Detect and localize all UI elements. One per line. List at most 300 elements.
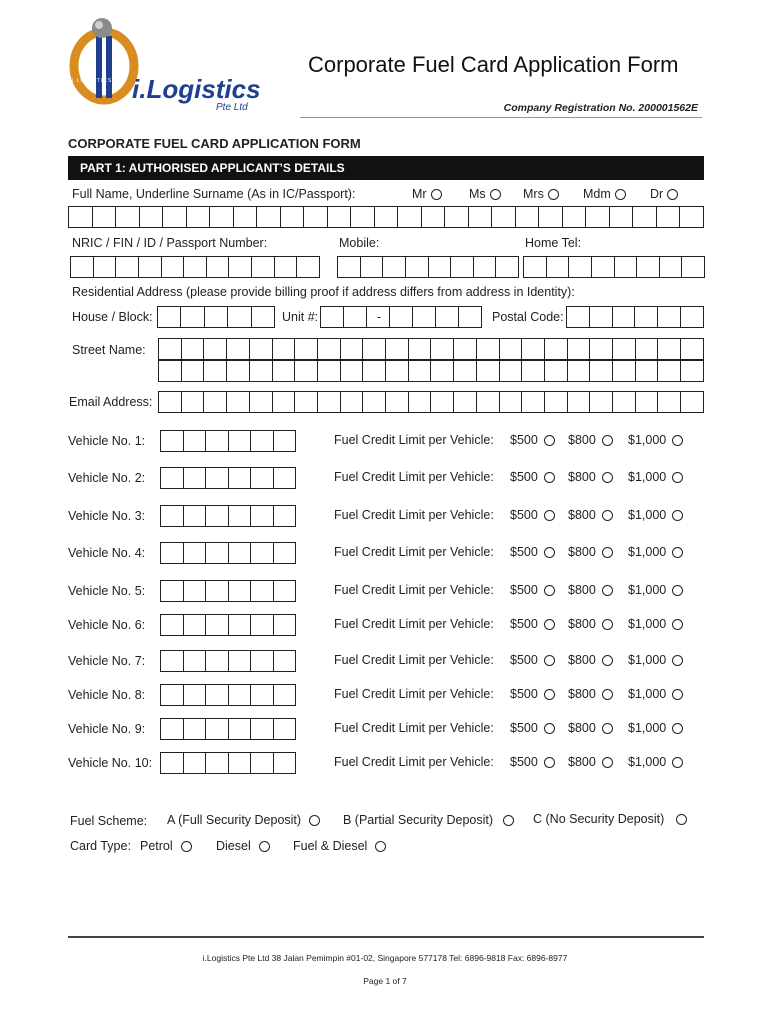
char-cell[interactable] <box>229 685 252 705</box>
char-cell[interactable] <box>590 339 613 359</box>
char-cell[interactable] <box>250 339 273 359</box>
radio-icon[interactable] <box>602 585 613 596</box>
char-cell[interactable] <box>636 339 659 359</box>
limit-option-500[interactable] <box>510 687 555 701</box>
radio-icon[interactable] <box>672 472 683 483</box>
char-cell[interactable] <box>158 307 181 327</box>
char-cell[interactable] <box>161 506 184 526</box>
char-cell[interactable] <box>184 753 207 773</box>
radio-icon[interactable] <box>544 472 555 483</box>
radio-icon[interactable] <box>672 585 683 596</box>
limit-option-800[interactable] <box>568 545 613 559</box>
char-cell[interactable] <box>228 307 251 327</box>
limit-option-500[interactable] <box>510 721 555 735</box>
char-cell[interactable] <box>636 361 659 381</box>
char-cell[interactable] <box>451 257 474 277</box>
email-input[interactable] <box>158 391 704 413</box>
radio-icon[interactable] <box>602 510 613 521</box>
char-cell[interactable] <box>229 431 252 451</box>
char-cell[interactable] <box>93 207 117 227</box>
char-cell[interactable] <box>386 392 409 412</box>
char-cell[interactable] <box>524 257 547 277</box>
radio-icon[interactable] <box>672 689 683 700</box>
mobile-input[interactable] <box>337 256 519 278</box>
char-cell[interactable] <box>184 719 207 739</box>
char-cell[interactable] <box>227 361 250 381</box>
limit-option-1000[interactable] <box>628 617 683 631</box>
char-cell[interactable] <box>545 361 568 381</box>
radio-icon[interactable] <box>544 619 555 630</box>
card-type-option-petrol[interactable] <box>140 839 192 853</box>
radio-icon[interactable] <box>544 757 555 768</box>
char-cell[interactable] <box>680 207 703 227</box>
char-cell[interactable] <box>159 361 182 381</box>
char-cell[interactable] <box>251 431 274 451</box>
char-cell[interactable] <box>229 543 252 563</box>
char-cell[interactable] <box>431 392 454 412</box>
char-cell[interactable] <box>516 207 540 227</box>
char-cell[interactable] <box>274 581 296 601</box>
char-cell[interactable] <box>159 392 182 412</box>
char-cell[interactable] <box>338 257 361 277</box>
radio-icon[interactable] <box>672 655 683 666</box>
char-cell[interactable] <box>496 257 518 277</box>
char-cell[interactable] <box>251 468 274 488</box>
char-cell[interactable] <box>344 307 367 327</box>
char-cell[interactable] <box>386 361 409 381</box>
char-cell[interactable] <box>409 361 432 381</box>
char-cell[interactable] <box>161 581 184 601</box>
char-cell[interactable] <box>184 615 207 635</box>
limit-option-500[interactable] <box>510 617 555 631</box>
vehicle-number-input[interactable] <box>160 752 296 774</box>
char-cell[interactable] <box>409 339 432 359</box>
full-name-input[interactable] <box>68 206 704 228</box>
limit-option-800[interactable] <box>568 470 613 484</box>
title-option-ms[interactable] <box>469 187 501 201</box>
char-cell[interactable] <box>206 581 229 601</box>
char-cell[interactable] <box>635 307 658 327</box>
char-cell[interactable] <box>206 615 229 635</box>
limit-option-800[interactable] <box>568 617 613 631</box>
char-cell[interactable] <box>161 543 184 563</box>
char-cell[interactable] <box>163 207 187 227</box>
title-option-mrs[interactable] <box>523 187 559 201</box>
char-cell[interactable] <box>229 468 252 488</box>
char-cell[interactable] <box>295 361 318 381</box>
char-cell[interactable] <box>409 392 432 412</box>
radio-icon[interactable] <box>544 689 555 700</box>
vehicle-number-input[interactable] <box>160 650 296 672</box>
char-cell[interactable] <box>304 207 328 227</box>
char-cell[interactable] <box>251 685 274 705</box>
char-cell[interactable] <box>459 307 481 327</box>
radio-icon[interactable] <box>548 189 559 200</box>
char-cell[interactable] <box>613 339 636 359</box>
char-cell[interactable] <box>351 207 375 227</box>
char-cell[interactable] <box>422 207 446 227</box>
limit-option-1000[interactable] <box>628 755 683 769</box>
char-cell[interactable] <box>636 392 659 412</box>
char-cell[interactable] <box>184 651 207 671</box>
char-cell[interactable] <box>273 361 296 381</box>
limit-option-800[interactable] <box>568 755 613 769</box>
char-cell[interactable] <box>206 753 229 773</box>
char-cell[interactable] <box>206 506 229 526</box>
card-type-option-diesel[interactable] <box>216 839 270 853</box>
char-cell[interactable] <box>681 307 703 327</box>
char-cell[interactable] <box>206 543 229 563</box>
char-cell[interactable] <box>590 361 613 381</box>
char-cell[interactable] <box>406 257 429 277</box>
char-cell[interactable] <box>681 339 703 359</box>
limit-option-1000[interactable] <box>628 653 683 667</box>
limit-option-1000[interactable] <box>628 545 683 559</box>
char-cell[interactable] <box>295 339 318 359</box>
char-cell[interactable] <box>184 468 207 488</box>
char-cell[interactable] <box>658 339 681 359</box>
char-cell[interactable] <box>522 339 545 359</box>
street-name-input-line1[interactable] <box>158 338 704 360</box>
char-cell[interactable] <box>547 257 570 277</box>
char-cell[interactable] <box>275 257 298 277</box>
radio-icon[interactable] <box>544 655 555 666</box>
char-cell[interactable] <box>205 307 228 327</box>
char-cell[interactable] <box>184 431 207 451</box>
char-cell[interactable] <box>431 339 454 359</box>
radio-icon[interactable] <box>672 510 683 521</box>
vehicle-number-input[interactable] <box>160 684 296 706</box>
char-cell[interactable] <box>383 257 406 277</box>
char-cell[interactable] <box>610 207 634 227</box>
vehicle-number-input[interactable] <box>160 580 296 602</box>
char-cell[interactable] <box>454 361 477 381</box>
radio-icon[interactable] <box>672 757 683 768</box>
char-cell[interactable] <box>184 543 207 563</box>
char-cell[interactable] <box>229 651 252 671</box>
radio-icon[interactable] <box>259 841 270 852</box>
char-cell[interactable] <box>210 207 234 227</box>
char-cell[interactable] <box>568 361 591 381</box>
fuel-scheme-option-c[interactable] <box>533 812 687 826</box>
char-cell[interactable] <box>162 257 185 277</box>
street-name-input-line2[interactable] <box>158 360 704 382</box>
char-cell[interactable] <box>227 392 250 412</box>
char-cell[interactable] <box>545 392 568 412</box>
char-cell[interactable] <box>250 392 273 412</box>
radio-icon[interactable] <box>602 547 613 558</box>
char-cell[interactable] <box>390 307 413 327</box>
char-cell[interactable] <box>251 543 274 563</box>
char-cell[interactable] <box>161 468 184 488</box>
char-cell[interactable] <box>251 651 274 671</box>
char-cell[interactable] <box>341 361 364 381</box>
radio-icon[interactable] <box>309 815 320 826</box>
char-cell[interactable] <box>229 615 252 635</box>
char-cell[interactable] <box>229 506 252 526</box>
radio-icon[interactable] <box>602 655 613 666</box>
char-cell[interactable] <box>274 506 296 526</box>
limit-option-500[interactable] <box>510 755 555 769</box>
char-cell[interactable] <box>161 431 184 451</box>
limit-option-1000[interactable] <box>628 433 683 447</box>
radio-icon[interactable] <box>672 435 683 446</box>
radio-icon[interactable] <box>602 619 613 630</box>
char-cell[interactable] <box>375 207 399 227</box>
char-cell[interactable] <box>204 392 227 412</box>
char-cell[interactable] <box>613 361 636 381</box>
char-cell[interactable] <box>492 207 516 227</box>
char-cell[interactable] <box>274 431 296 451</box>
char-cell[interactable] <box>522 392 545 412</box>
radio-icon[interactable] <box>602 689 613 700</box>
char-cell[interactable] <box>500 361 523 381</box>
char-cell[interactable] <box>206 468 229 488</box>
vehicle-number-input[interactable] <box>160 430 296 452</box>
vehicle-number-input[interactable] <box>160 718 296 740</box>
radio-icon[interactable] <box>676 814 687 825</box>
char-cell[interactable] <box>454 339 477 359</box>
char-cell[interactable] <box>474 257 497 277</box>
limit-option-500[interactable] <box>510 508 555 522</box>
radio-icon[interactable] <box>667 189 678 200</box>
char-cell[interactable] <box>318 392 341 412</box>
char-cell[interactable] <box>398 207 422 227</box>
limit-option-1000[interactable] <box>628 583 683 597</box>
char-cell[interactable] <box>318 339 341 359</box>
char-cell[interactable] <box>660 257 683 277</box>
title-option-mdm[interactable] <box>583 187 626 201</box>
char-cell[interactable] <box>657 207 681 227</box>
char-cell[interactable] <box>454 392 477 412</box>
char-cell[interactable] <box>273 392 296 412</box>
char-cell[interactable] <box>227 339 250 359</box>
char-cell[interactable] <box>590 307 613 327</box>
radio-icon[interactable] <box>615 189 626 200</box>
radio-icon[interactable] <box>544 510 555 521</box>
char-cell[interactable] <box>563 207 587 227</box>
char-cell[interactable] <box>682 257 704 277</box>
char-cell[interactable] <box>250 361 273 381</box>
limit-option-500[interactable] <box>510 470 555 484</box>
char-cell[interactable] <box>500 392 523 412</box>
char-cell[interactable] <box>274 543 296 563</box>
char-cell[interactable] <box>613 392 636 412</box>
char-cell[interactable] <box>363 361 386 381</box>
char-cell[interactable] <box>207 257 230 277</box>
char-cell[interactable] <box>71 257 94 277</box>
char-cell[interactable] <box>184 257 207 277</box>
char-cell[interactable] <box>251 719 274 739</box>
char-cell[interactable] <box>229 719 252 739</box>
limit-option-800[interactable] <box>568 508 613 522</box>
char-cell[interactable] <box>274 615 296 635</box>
char-cell[interactable] <box>477 361 500 381</box>
char-cell[interactable] <box>161 685 184 705</box>
char-cell[interactable] <box>637 257 660 277</box>
char-cell[interactable] <box>545 339 568 359</box>
char-cell[interactable] <box>184 685 207 705</box>
char-cell[interactable] <box>281 207 305 227</box>
radio-icon[interactable] <box>544 435 555 446</box>
char-cell[interactable] <box>206 431 229 451</box>
char-cell[interactable] <box>184 581 207 601</box>
vehicle-number-input[interactable] <box>160 614 296 636</box>
char-cell[interactable] <box>161 719 184 739</box>
char-cell[interactable] <box>658 361 681 381</box>
house-block-input[interactable] <box>157 306 275 328</box>
char-cell[interactable] <box>140 207 164 227</box>
limit-option-800[interactable] <box>568 687 613 701</box>
char-cell[interactable] <box>539 207 563 227</box>
limit-option-1000[interactable] <box>628 508 683 522</box>
limit-option-1000[interactable] <box>628 470 683 484</box>
char-cell[interactable] <box>204 339 227 359</box>
radio-icon[interactable] <box>672 619 683 630</box>
char-cell[interactable] <box>590 392 613 412</box>
char-cell[interactable] <box>257 207 281 227</box>
char-cell[interactable] <box>206 685 229 705</box>
vehicle-number-input[interactable] <box>160 505 296 527</box>
title-option-mr[interactable] <box>412 187 442 201</box>
char-cell[interactable] <box>229 753 252 773</box>
vehicle-number-input[interactable] <box>160 542 296 564</box>
char-cell[interactable] <box>341 339 364 359</box>
char-cell[interactable] <box>586 207 610 227</box>
card-type-option-fuel-diesel[interactable] <box>293 839 386 853</box>
vehicle-number-input[interactable] <box>160 467 296 489</box>
radio-icon[interactable] <box>602 435 613 446</box>
radio-icon[interactable] <box>181 841 192 852</box>
char-cell[interactable] <box>274 468 296 488</box>
char-cell[interactable] <box>615 257 638 277</box>
char-cell[interactable] <box>567 307 590 327</box>
limit-option-1000[interactable] <box>628 721 683 735</box>
limit-option-500[interactable] <box>510 433 555 447</box>
char-cell[interactable] <box>206 651 229 671</box>
char-cell[interactable] <box>363 339 386 359</box>
char-cell[interactable] <box>568 392 591 412</box>
char-cell[interactable] <box>251 753 274 773</box>
radio-icon[interactable] <box>672 723 683 734</box>
limit-option-800[interactable] <box>568 721 613 735</box>
limit-option-500[interactable] <box>510 653 555 667</box>
char-cell[interactable] <box>321 307 344 327</box>
char-cell[interactable] <box>182 392 205 412</box>
char-cell[interactable] <box>413 307 436 327</box>
char-cell[interactable] <box>445 207 469 227</box>
char-cell[interactable] <box>187 207 211 227</box>
nric-input[interactable] <box>70 256 320 278</box>
limit-option-800[interactable] <box>568 653 613 667</box>
radio-icon[interactable] <box>602 723 613 734</box>
radio-icon[interactable] <box>544 585 555 596</box>
char-cell[interactable] <box>273 339 296 359</box>
char-cell[interactable] <box>295 392 318 412</box>
char-cell[interactable] <box>116 207 140 227</box>
char-cell[interactable] <box>206 719 229 739</box>
radio-icon[interactable] <box>375 841 386 852</box>
limit-option-1000[interactable] <box>628 687 683 701</box>
fuel-scheme-option-a[interactable] <box>167 813 320 827</box>
limit-option-800[interactable] <box>568 583 613 597</box>
char-cell[interactable] <box>386 339 409 359</box>
char-cell[interactable] <box>500 339 523 359</box>
char-cell[interactable] <box>161 753 184 773</box>
char-cell[interactable] <box>522 361 545 381</box>
radio-icon[interactable] <box>490 189 501 200</box>
char-cell[interactable] <box>633 207 657 227</box>
home-tel-input[interactable] <box>523 256 705 278</box>
char-cell[interactable] <box>431 361 454 381</box>
char-cell[interactable] <box>251 615 274 635</box>
limit-option-800[interactable] <box>568 433 613 447</box>
radio-icon[interactable] <box>544 723 555 734</box>
char-cell[interactable] <box>252 257 275 277</box>
char-cell[interactable] <box>681 392 703 412</box>
radio-icon[interactable] <box>503 815 514 826</box>
char-cell[interactable] <box>182 339 205 359</box>
char-cell[interactable] <box>341 392 364 412</box>
char-cell[interactable] <box>274 753 296 773</box>
char-cell[interactable] <box>361 257 384 277</box>
char-cell[interactable] <box>328 207 352 227</box>
radio-icon[interactable] <box>672 547 683 558</box>
limit-option-500[interactable] <box>510 583 555 597</box>
char-cell[interactable] <box>477 392 500 412</box>
fuel-scheme-option-b[interactable] <box>343 813 514 827</box>
radio-icon[interactable] <box>602 472 613 483</box>
char-cell[interactable] <box>251 581 274 601</box>
char-cell[interactable] <box>252 307 274 327</box>
char-cell[interactable] <box>182 361 205 381</box>
char-cell[interactable] <box>613 307 636 327</box>
char-cell[interactable] <box>69 207 93 227</box>
char-cell[interactable] <box>94 257 117 277</box>
char-cell[interactable] <box>274 719 296 739</box>
unit-input[interactable] <box>320 306 482 328</box>
char-cell[interactable] <box>297 257 319 277</box>
char-cell[interactable] <box>161 615 184 635</box>
char-cell[interactable] <box>161 651 184 671</box>
radio-icon[interactable] <box>544 547 555 558</box>
char-cell[interactable] <box>681 361 703 381</box>
radio-icon[interactable] <box>602 757 613 768</box>
char-cell[interactable] <box>234 207 258 227</box>
char-cell[interactable] <box>429 257 452 277</box>
char-cell[interactable] <box>658 307 681 327</box>
char-cell[interactable] <box>363 392 386 412</box>
char-cell[interactable] <box>477 339 500 359</box>
char-cell[interactable] <box>569 257 592 277</box>
char-cell[interactable] <box>204 361 227 381</box>
radio-icon[interactable] <box>431 189 442 200</box>
char-cell[interactable] <box>251 506 274 526</box>
limit-option-500[interactable] <box>510 545 555 559</box>
char-cell[interactable] <box>181 307 204 327</box>
char-cell[interactable] <box>229 581 252 601</box>
char-cell[interactable] <box>159 339 182 359</box>
char-cell[interactable] <box>318 361 341 381</box>
char-cell[interactable] <box>568 339 591 359</box>
char-cell[interactable] <box>274 685 296 705</box>
postal-code-input[interactable] <box>566 306 704 328</box>
char-cell[interactable] <box>469 207 493 227</box>
char-cell[interactable] <box>592 257 615 277</box>
char-cell[interactable] <box>229 257 252 277</box>
char-cell[interactable] <box>184 506 207 526</box>
title-option-dr[interactable] <box>650 187 678 201</box>
